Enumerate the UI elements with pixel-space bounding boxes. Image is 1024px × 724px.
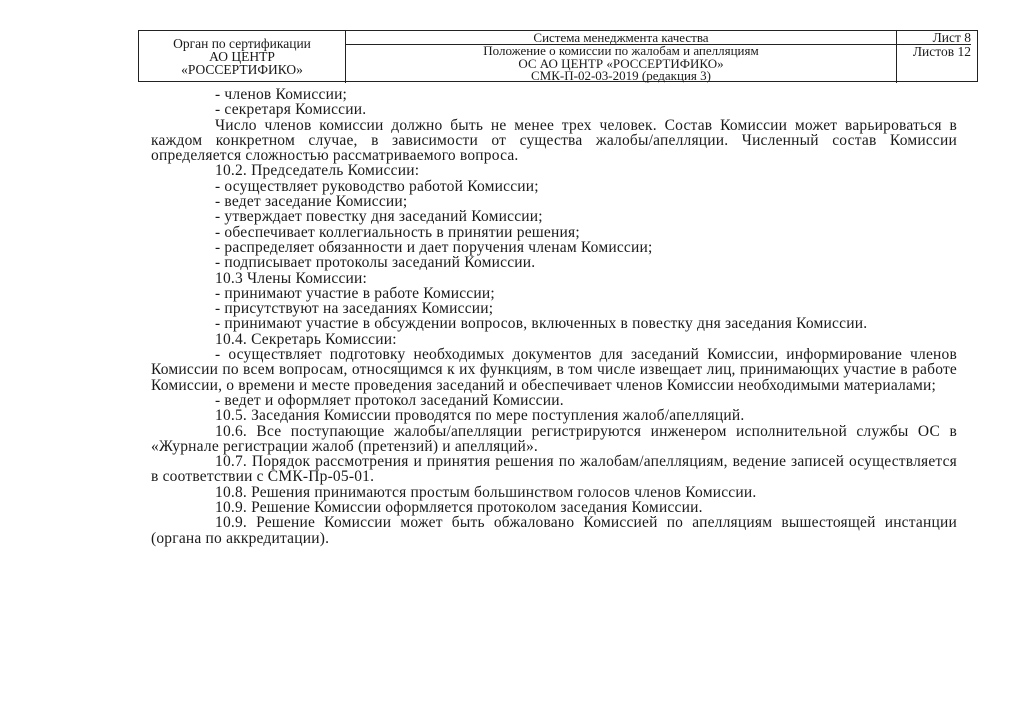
document-header bbox=[138, 30, 978, 82]
sheets-total: Листов 12 bbox=[912, 44, 971, 59]
doc-title-line: ОС АО ЦЕНТР «РОССЕРТИФИКО» bbox=[518, 55, 724, 71]
paragraph: - ведет заседание Комиссии; bbox=[215, 193, 408, 211]
sheet-number: Лист 8 bbox=[897, 31, 971, 45]
paragraph: 10.9. Решение Комиссии может быть обжаловано Комиссией по апелляциям вышестоящей инстанции (органа по аккредитации). bbox=[151, 514, 957, 547]
doc-title-line: СМК-П-02-03-2019 (редакция 3) bbox=[531, 68, 711, 83]
paragraph: 10.8. Решения принимаются простым большинством голосов членов Комиссии. bbox=[215, 483, 757, 501]
org-line: АО ЦЕНТР bbox=[209, 49, 275, 65]
paragraph: - обеспечивает коллегиальность в принятии решения; bbox=[215, 223, 580, 241]
paragraph: 10.3 Члены Комиссии: bbox=[215, 269, 368, 287]
paragraph: 10.4. Секретарь Комиссии: bbox=[215, 330, 397, 348]
paragraph: - принимают участие в работе Комиссии; bbox=[215, 284, 495, 302]
doc-title-line: Положение о комиссии по жалобам и апелляциям bbox=[483, 43, 759, 58]
certification-body-name bbox=[139, 31, 346, 83]
document-title bbox=[346, 45, 896, 83]
paragraph: - осуществляет подготовку необходимых документов для заседаний Комиссии, информирование членов Комиссии по всем вопросам, относящимся к их функциям, в том числе извещает лиц, принимающих участие в работе Комиссии, о времени и месте проведения заседаний и обеспечивает членов Комиссии необходимыми материалами; bbox=[151, 346, 957, 394]
paragraph: - осуществляет руководство работой Комиссии; bbox=[215, 177, 539, 195]
paragraph: - распределяет обязанности и дает поручения членам Комиссии; bbox=[215, 238, 653, 256]
document-title-cell bbox=[346, 31, 897, 83]
paragraph: - секретаря Комиссии. bbox=[215, 101, 367, 119]
document-body bbox=[151, 87, 957, 546]
paragraph: 10.6. Все поступающие жалобы/апелляции регистрируются инженером исполнительной службы ОС в «Журнале регистрации жалоб (претензий) и апелляций». bbox=[151, 422, 957, 455]
paragraph: - утверждает повестку дня заседаний Комиссии; bbox=[215, 208, 543, 226]
paragraph: - подписывает протоколы заседаний Комиссии. bbox=[215, 254, 536, 272]
paragraph: - принимают участие в обсуждении вопросов, включенных в повестку дня заседания Комиссии. bbox=[215, 315, 868, 333]
paragraph: - членов Комиссии; bbox=[215, 86, 348, 103]
sheet-info bbox=[897, 31, 977, 83]
org-line: Орган по сертификации bbox=[173, 36, 311, 52]
paragraph: - ведет и оформляет протокол заседаний Комиссии. bbox=[215, 391, 564, 409]
org-line: «РОССЕРТИФИКО» bbox=[181, 62, 303, 78]
paragraph: - присутствуют на заседаниях Комиссии; bbox=[215, 300, 494, 318]
paragraph: Число членов комиссии должно быть не менее трех человек. Состав Комиссии может варьироваться в каждом конкретном случае, в зависимости от существа жалобы/апелляции. Численный состав Комиссии определяется сложностью рассматриваемого вопроса. bbox=[151, 116, 957, 165]
paragraph: 10.7. Порядок рассмотрения и принятия решения по жалобам/апелляциям, ведение записей осуществляется в соответствии с СМК-Пр-05-01. bbox=[151, 453, 957, 486]
paragraph: 10.5. Заседания Комиссии проводятся по мере поступления жалоб/апелляций. bbox=[215, 407, 745, 425]
paragraph: 10.2. Председатель Комиссии: bbox=[215, 162, 420, 180]
paragraph: 10.9. Решение Комиссии оформляется протоколом заседания Комиссии. bbox=[215, 499, 703, 517]
quality-system-title: Система менеджмента качества bbox=[346, 31, 896, 45]
